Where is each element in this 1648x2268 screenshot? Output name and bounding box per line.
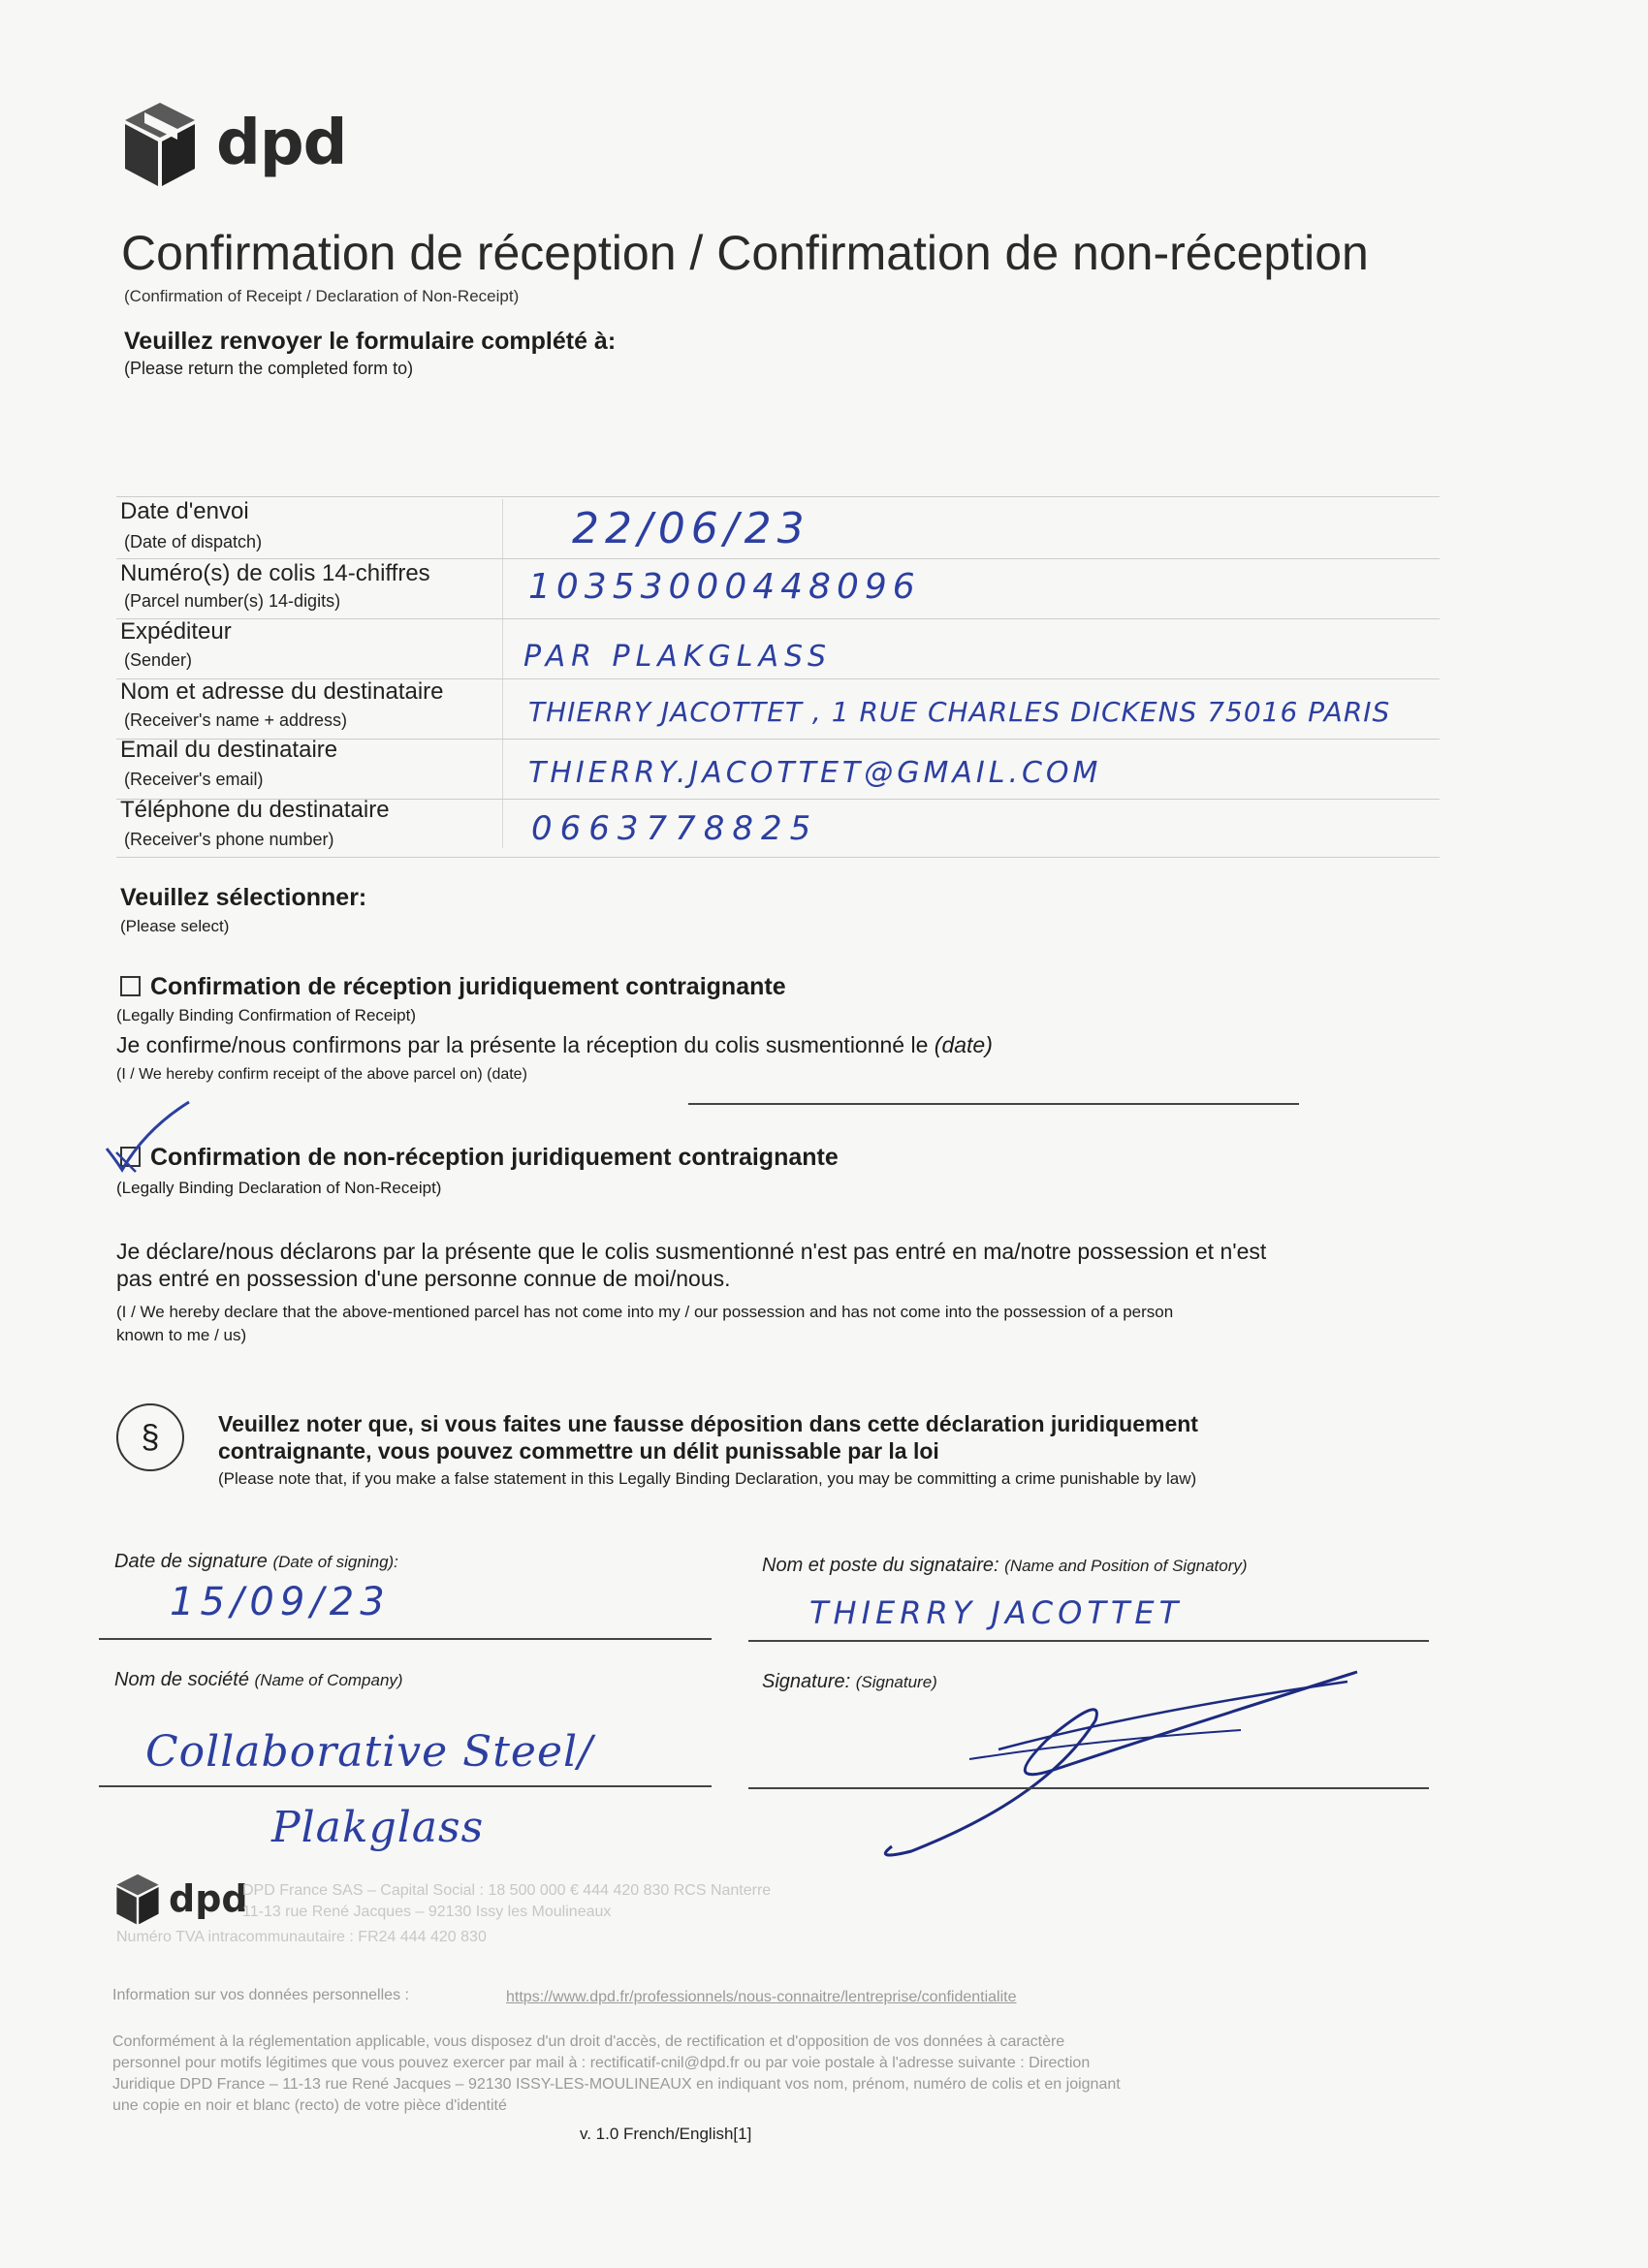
footer-company-line3: Numéro TVA intracommunautaire : FR24 444 420 830 (116, 1929, 487, 1945)
field-value-receiver-phone[interactable]: 0663778825 (531, 809, 819, 848)
option-nonreceipt-text-line2: pas entré en possession d'une personne connue de moi/nous. (116, 1266, 731, 1291)
field-value-parcel-number[interactable]: 10353000448096 (528, 567, 921, 607)
field-label-receiver-phone: Téléphone du destinataire (120, 797, 390, 823)
field-sub-sender: (Sender) (124, 650, 193, 670)
option-receipt-heading-text: Confirmation de réception juridiquement contraignante (150, 973, 786, 1000)
signatory-label (762, 1555, 1248, 1577)
signatory-value[interactable]: THIERRY JACOTTET (809, 1594, 1184, 1631)
company-label-fr: Nom de société (114, 1669, 249, 1690)
signatory-label-en: (Name and Position of Signatory) (1004, 1557, 1248, 1575)
company-label-en: (Name of Company) (254, 1671, 403, 1689)
footer-brand-name: dpd (169, 1877, 248, 1920)
footer-company-line2: 11-13 rue René Jacques – 92130 Issy les Moulineaux (242, 1904, 612, 1920)
footer-legal-line2: personnel pour motifs légitimes que vous pouvez exercer par mail à : rectificatif-cnil@dpd.fr ou par voie postale à l'adresse suivante : Direction (112, 2055, 1091, 2071)
option-nonreceipt-sub-line2: known to me / us) (116, 1326, 247, 1344)
option-receipt-heading[interactable] (120, 973, 786, 1001)
row-divider (116, 618, 1440, 619)
company-line (99, 1785, 712, 1787)
field-label-receiver-email: Email du destinataire (120, 737, 338, 763)
option-nonreceipt-heading-text: Confirmation de non-réception juridiquement contraignante (150, 1144, 839, 1171)
option-nonreceipt-heading[interactable] (120, 1144, 839, 1172)
signing-date-label-en: (Date of signing): (272, 1553, 398, 1571)
warning-sub: (Please note that, if you make a false statement in this Legally Binding Declaration, you may be committing a crime punishable by law) (218, 1469, 1197, 1488)
footer-dpd-cube-icon (114, 1871, 161, 1927)
signatory-line (748, 1640, 1429, 1642)
company-value-line1[interactable]: Collaborative Steel/ (145, 1727, 593, 1777)
signing-date-label-fr: Date de signature (114, 1551, 268, 1572)
option-receipt-text (116, 1032, 993, 1058)
option-nonreceipt-text-line1: Je déclare/nous déclarons par la présente que le colis susmentionné n'est pas entré en ma/notre possession et n'est (116, 1239, 1267, 1264)
field-value-receiver-name-address[interactable]: THIERRY JACOTTET , 1 RUE CHARLES DICKENS 75016 PARIS (528, 696, 1391, 728)
select-heading: Veuillez sélectionner: (120, 884, 367, 911)
return-subheading: (Please return the completed form to) (124, 359, 414, 378)
page-title: Confirmation de réception / Confirmation de non-réception (121, 226, 1369, 280)
row-divider (116, 558, 1440, 559)
option-nonreceipt-sub: (Legally Binding Declaration of Non-Receipt) (116, 1179, 442, 1197)
dpd-cube-icon (121, 97, 199, 190)
dpd-logo (121, 97, 346, 190)
company-value-line2[interactable]: Plakglass (271, 1803, 485, 1852)
option-receipt-sub: (Legally Binding Confirmation of Receipt) (116, 1006, 416, 1024)
warning-line2: contraignante, vous pouvez commettre un délit punissable par la loi (218, 1438, 939, 1464)
field-label-dispatch-date: Date d'envoi (120, 498, 249, 524)
row-divider (116, 857, 1440, 858)
handwritten-signature-icon (853, 1653, 1377, 1875)
field-label-sender: Expéditeur (120, 618, 232, 645)
signature-line (748, 1787, 1429, 1789)
signing-date-value[interactable]: 15/09/23 (170, 1580, 391, 1624)
field-sub-dispatch-date: (Date of dispatch) (124, 532, 263, 551)
field-label-receiver-name-address: Nom et adresse du destinataire (120, 678, 444, 705)
footer-legal-line4: une copie en noir et blanc (recto) de votre pièce d'identité (112, 2097, 507, 2114)
field-label-parcel-number: Numéro(s) de colis 14-chiffres (120, 560, 430, 586)
receipt-checkbox[interactable] (120, 976, 141, 996)
footer-privacy-link[interactable]: https://www.dpd.fr/professionnels/nous-connaitre/lentreprise/confidentialite (506, 1989, 1017, 2005)
handwritten-check-mark-icon (97, 1090, 204, 1178)
field-value-receiver-email[interactable]: THIERRY.JACOTTET@GMAIL.COM (528, 756, 1102, 790)
receipt-date-input-line[interactable] (688, 1103, 1299, 1105)
footer-privacy-label: Information sur vos données personnelles : (112, 1987, 409, 2003)
option-nonreceipt-sub-line1: (I / We hereby declare that the above-mentioned parcel has not come into my / our possession and has not come into the possession of a person (116, 1303, 1174, 1321)
row-divider (116, 496, 1440, 497)
paragraph-sign-icon: § (116, 1403, 184, 1471)
return-heading: Veuillez renvoyer le formulaire complété à: (124, 328, 617, 355)
signatory-label-fr: Nom et poste du signataire: (762, 1555, 999, 1576)
option-receipt-text-sub: (I / We hereby confirm receipt of the above parcel on) (date) (116, 1066, 527, 1083)
select-subheading: (Please select) (120, 917, 230, 935)
option-receipt-text-date: (date) (934, 1032, 993, 1057)
signature-label-en: (Signature) (855, 1673, 937, 1691)
field-value-dispatch-date[interactable]: 22/06/23 (572, 504, 810, 553)
field-column-divider (502, 499, 503, 848)
page-subtitle: (Confirmation of Receipt / Declaration of Non-Receipt) (124, 287, 520, 305)
footer-company-line1: DPD France SAS – Capital Social : 18 500 000 € 444 420 830 RCS Nanterre (242, 1882, 772, 1899)
field-value-sender[interactable]: PAR PLAKGLASS (523, 640, 832, 674)
signing-date-label (114, 1551, 398, 1573)
company-label (114, 1669, 403, 1691)
brand-name: dpd (216, 108, 347, 179)
footer-version: v. 1.0 French/English[1] (580, 2125, 752, 2143)
field-sub-receiver-phone: (Receiver's phone number) (124, 830, 334, 849)
field-sub-receiver-email: (Receiver's email) (124, 770, 264, 789)
footer-legal-line3: Juridique DPD France – 11-13 rue René Jacques – 92130 ISSY-LES-MOULINEAUX en indiquant vos nom, prénom, numéro de colis et en joignant (112, 2076, 1121, 2093)
field-sub-receiver-name-address: (Receiver's name + address) (124, 710, 348, 730)
footer-dpd-logo (114, 1871, 248, 1927)
footer-legal-line1: Conformément à la réglementation applicable, vous disposez d'un droit d'accès, de rectification et d'opposition de vos données à caractère (112, 2033, 1065, 2050)
option-receipt-text-main: Je confirme/nous confirmons par la présente la réception du colis susmentionné le (116, 1032, 929, 1057)
field-sub-parcel-number: (Parcel number(s) 14-digits) (124, 591, 341, 611)
warning-line1: Veuillez noter que, si vous faites une fausse déposition dans cette déclaration juridiquement (218, 1411, 1198, 1436)
signing-date-line (99, 1638, 712, 1640)
signature-label-fr: Signature: (762, 1671, 851, 1692)
